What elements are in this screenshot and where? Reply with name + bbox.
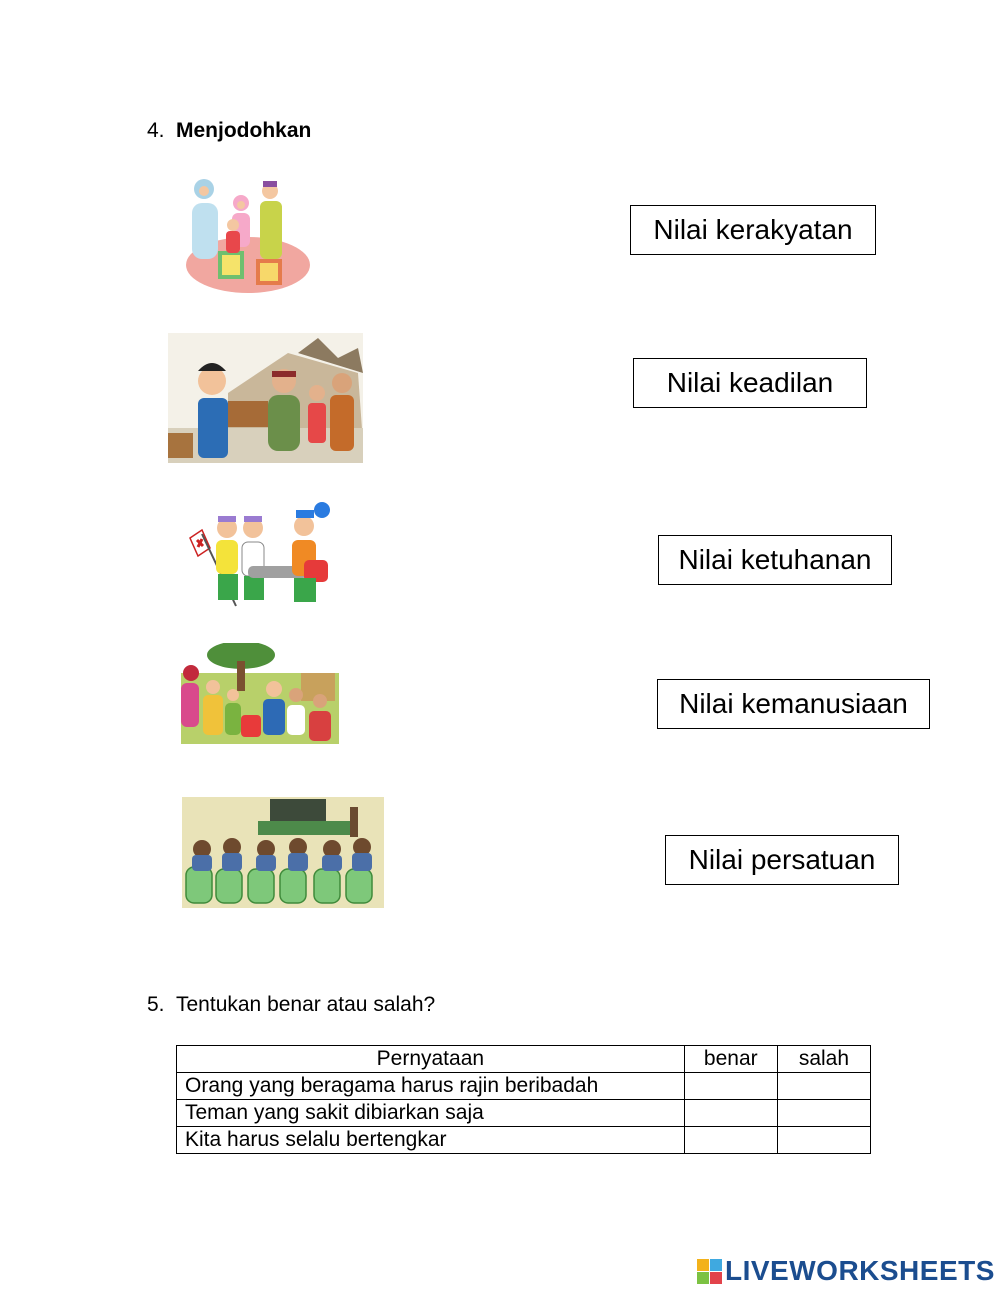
answer-box-3[interactable]: Nilai ketuhanan [658, 535, 892, 585]
header-false: salah [777, 1046, 870, 1073]
family-praying-picture[interactable] [180, 173, 310, 295]
table-row [177, 1100, 871, 1127]
carrying-stretcher-picture[interactable] [188, 500, 338, 610]
true-cell-2[interactable] [684, 1100, 777, 1127]
meeting-hall-picture[interactable] [182, 797, 384, 908]
true-cell-1[interactable] [684, 1073, 777, 1100]
table-row [177, 1127, 871, 1154]
question-4-title [147, 119, 311, 143]
table-header-row [177, 1046, 871, 1073]
logo-blocks-icon [697, 1259, 722, 1284]
logo-text: LIVEWORKSHEETS [725, 1255, 995, 1286]
liveworksheets-logo [697, 1255, 995, 1287]
false-cell-2[interactable] [777, 1100, 870, 1127]
question-4-number: 4. [147, 119, 165, 142]
helping-disaster-victims-picture[interactable] [168, 333, 363, 463]
false-cell-3[interactable] [777, 1127, 870, 1154]
false-cell-1[interactable] [777, 1073, 870, 1100]
true-false-table [176, 1045, 871, 1154]
table-row [177, 1073, 871, 1100]
statement-1: Orang yang beragama harus rajin beribadah [177, 1073, 685, 1100]
question-5-title [147, 993, 435, 1017]
true-cell-3[interactable] [684, 1127, 777, 1154]
question-5-number: 5. [147, 993, 165, 1016]
answer-box-1[interactable]: Nilai kerakyatan [630, 205, 876, 255]
question-5-label: Tentukan benar atau salah? [176, 993, 436, 1016]
question-4-label: Menjodohkan [176, 119, 312, 142]
statement-3: Kita harus selalu bertengkar [177, 1127, 685, 1154]
answer-box-5[interactable]: Nilai persatuan [665, 835, 899, 885]
answer-box-4[interactable]: Nilai kemanusiaan [657, 679, 930, 729]
statement-2: Teman yang sakit dibiarkan saja [177, 1100, 685, 1127]
market-crowd-picture[interactable] [181, 643, 339, 744]
header-true: benar [684, 1046, 777, 1073]
answer-box-2[interactable]: Nilai keadilan [633, 358, 867, 408]
header-statement: Pernyataan [177, 1046, 685, 1073]
